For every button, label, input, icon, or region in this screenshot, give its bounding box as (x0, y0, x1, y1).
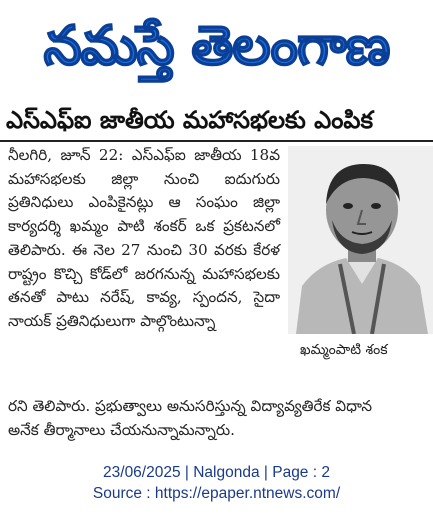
page-footer (0, 462, 433, 504)
masthead-title: నమస్తే తెలంగాణ (43, 14, 390, 77)
person-photo-illustration (288, 146, 433, 334)
footer-source-link[interactable]: Source : https://epaper.ntnews.com/ (92, 485, 341, 502)
article-body-line: రని తెలిపారు. ప్రభుత్వాలు అనుసరిస్తున్న విద్యావ్యతిరేక విధాన (8, 397, 373, 415)
article-body-line: అనేక తీర్మానాలు చేయనున్నామన్నారు. (8, 421, 235, 439)
footer-date-edition: 23/06/2025 | Nalgonda | Page : 2 (103, 464, 330, 481)
article-headline: ఎస్‌ఎఫ్‌ఐ జాతీయ మహాసభలకు ఎంపిక (0, 100, 433, 142)
person-photo (288, 146, 433, 334)
article-body (8, 144, 280, 334)
article-body-paragraph: నీలగిరి, జూన్ 22: ఎస్‌ఎఫ్‌ఐ జాతీయ 18వ మహాసభలకు జిల్లా నుంచి ఐదుగురు ప్రతినిధులు ఎంపికైనట్లు ఆ సంఘం జిల్లా కార్యదర్శి ఖమ్మం పాటి శంకర్ ఒక ప్రకటనలో తెలిపారు. ఈ నెల 27 నుంచి 30 వరకు కేరళ రాష్ట్రం కొచ్చి కోడ్‌లో జరగనున్న మహాసభలకు తనతో పాటు నరేష్, కావ్య, స్పందన, సైదా నాయక్ ప్రతినిధులుగా పాల్గొంటున్నా (8, 146, 280, 330)
photo-caption: ఖమ్మంపాటి శంక (300, 342, 388, 358)
newspaper-masthead (0, 0, 433, 92)
